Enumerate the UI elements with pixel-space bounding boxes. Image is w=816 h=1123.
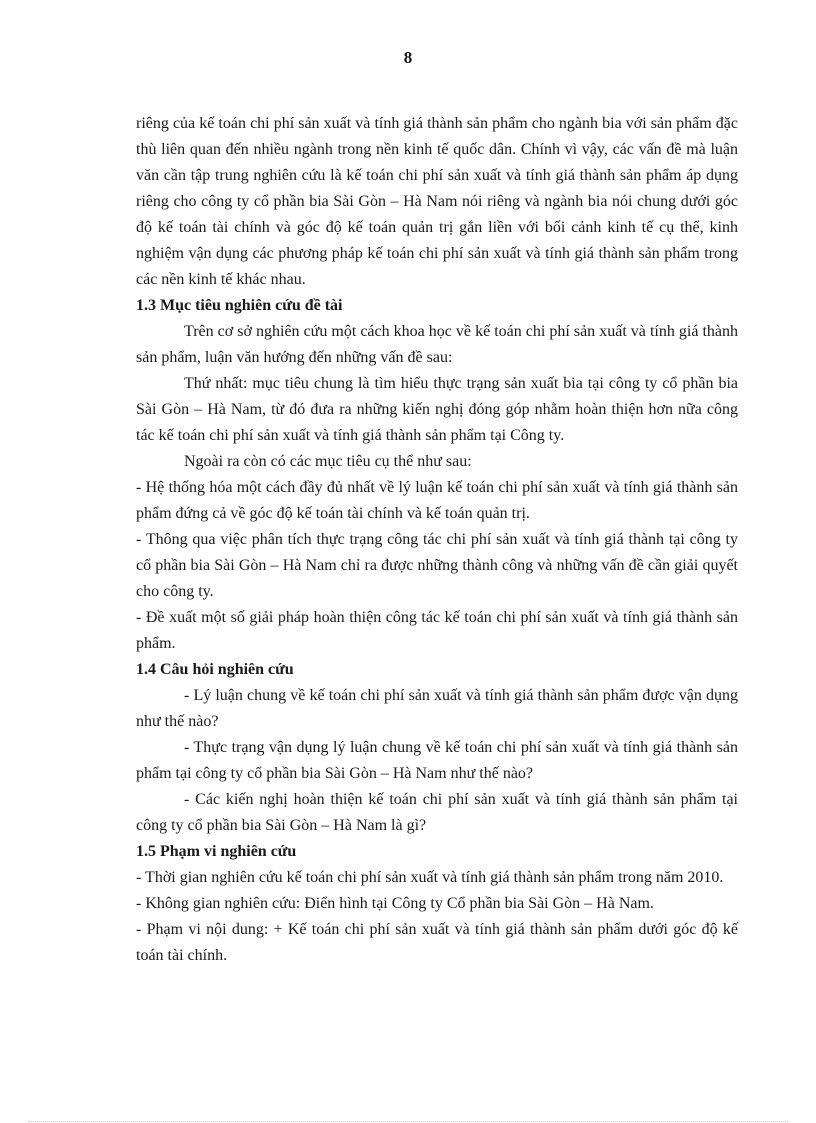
page-number: 8 — [403, 48, 413, 67]
bullet-item: - Thời gian nghiên cứu kế toán chi phí sản xuất và tính giá thành sản phẩm trong năm 2010. — [136, 869, 724, 886]
bullet-item: - Thông qua việc phân tích thực trạng công tác chi phí sản xuất và tính giá thành tại công ty cổ phần bia Sài Gòn – Hà Nam chỉ ra được những thành công và những vấn đề cần giải quyết cho công ty. — [136, 531, 738, 600]
document-body — [136, 111, 738, 969]
question-item: - Lý luận chung về kế toán chi phí sản xuất và tính giá thành sản phẩm được vận dụng như thế nào? — [136, 687, 738, 730]
paragraph: Thứ nhất: mục tiêu chung là tìm hiểu thực trạng sản xuất bia tại công ty cổ phần bia Sài Gòn – Hà Nam, từ đó đưa ra những kiến nghị đóng góp nhằm hoàn thiện hơn nữa công tác kế toán chi phí sản xuất và tính giá thành sản phẩm tại Công ty. — [136, 375, 738, 444]
bullet-item: - Hệ thống hóa một cách đầy đủ nhất về lý luận kế toán chi phí sản xuất và tính giá thành sản phẩm đứng cả về góc độ kế toán tài chính và kế toán quản trị. — [136, 479, 738, 522]
bullet-item: - Đề xuất một số giải pháp hoàn thiện công tác kế toán chi phí sản xuất và tính giá thành sản phẩm. — [136, 609, 738, 652]
paragraph: Ngoài ra còn có các mục tiêu cụ thể như sau: — [184, 453, 472, 470]
paragraph: riêng của kế toán chi phí sản xuất và tính giá thành sản phẩm cho ngành bia với sản phẩm đặc thù liên quan đến nhiều ngành trong nền kinh tế quốc dân. Chính vì vậy, các vấn đề mà luận văn cần tập trung nghiên cứu là kế toán chi phí sản xuất và tính giá thành sản phẩm áp dụng riêng cho công ty cổ phần bia Sài Gòn – Hà Nam nói riêng và ngành bia nói chung dưới góc độ kế toán tài chính và góc độ kế toán quản trị gắn liền với bối cảnh kinh tế cụ thể, kinh nghiệm vận dụng các phương pháp kế toán chi phí sản xuất và tính giá thành sản phẩm trong các nền kinh tế khác nhau. — [136, 115, 738, 288]
bullet-item: - Phạm vi nội dung: + Kế toán chi phí sản xuất và tính giá thành sản phẩm dưới góc độ kế toán tài chính. — [136, 921, 738, 964]
bullet-item: - Không gian nghiên cứu: Điển hình tại Công ty Cổ phần bia Sài Gòn – Hà Nam. — [136, 895, 654, 912]
section-heading: 1.3 Mục tiêu nghiên cứu đề tài — [136, 297, 343, 314]
section-heading: 1.5 Phạm vi nghiên cứu — [136, 843, 297, 860]
question-item: - Các kiến nghị hoàn thiện kế toán chi phí sản xuất và tính giá thành sản phẩm tại công ty cổ phần bia Sài Gòn – Hà Nam là gì? — [136, 791, 738, 834]
section-heading: 1.4 Câu hỏi nghiên cứu — [136, 661, 294, 678]
paragraph: Trên cơ sở nghiên cứu một cách khoa học về kế toán chi phí sản xuất và tính giá thành sản phẩm, luận văn hướng đến những vấn đề sau: — [136, 323, 738, 366]
page-bottom-divider — [28, 1121, 788, 1122]
question-item: - Thực trạng vận dụng lý luận chung về kế toán chi phí sản xuất và tính giá thành sản phẩm tại công ty cổ phần bia Sài Gòn – Hà Nam như thế nào? — [136, 739, 738, 782]
